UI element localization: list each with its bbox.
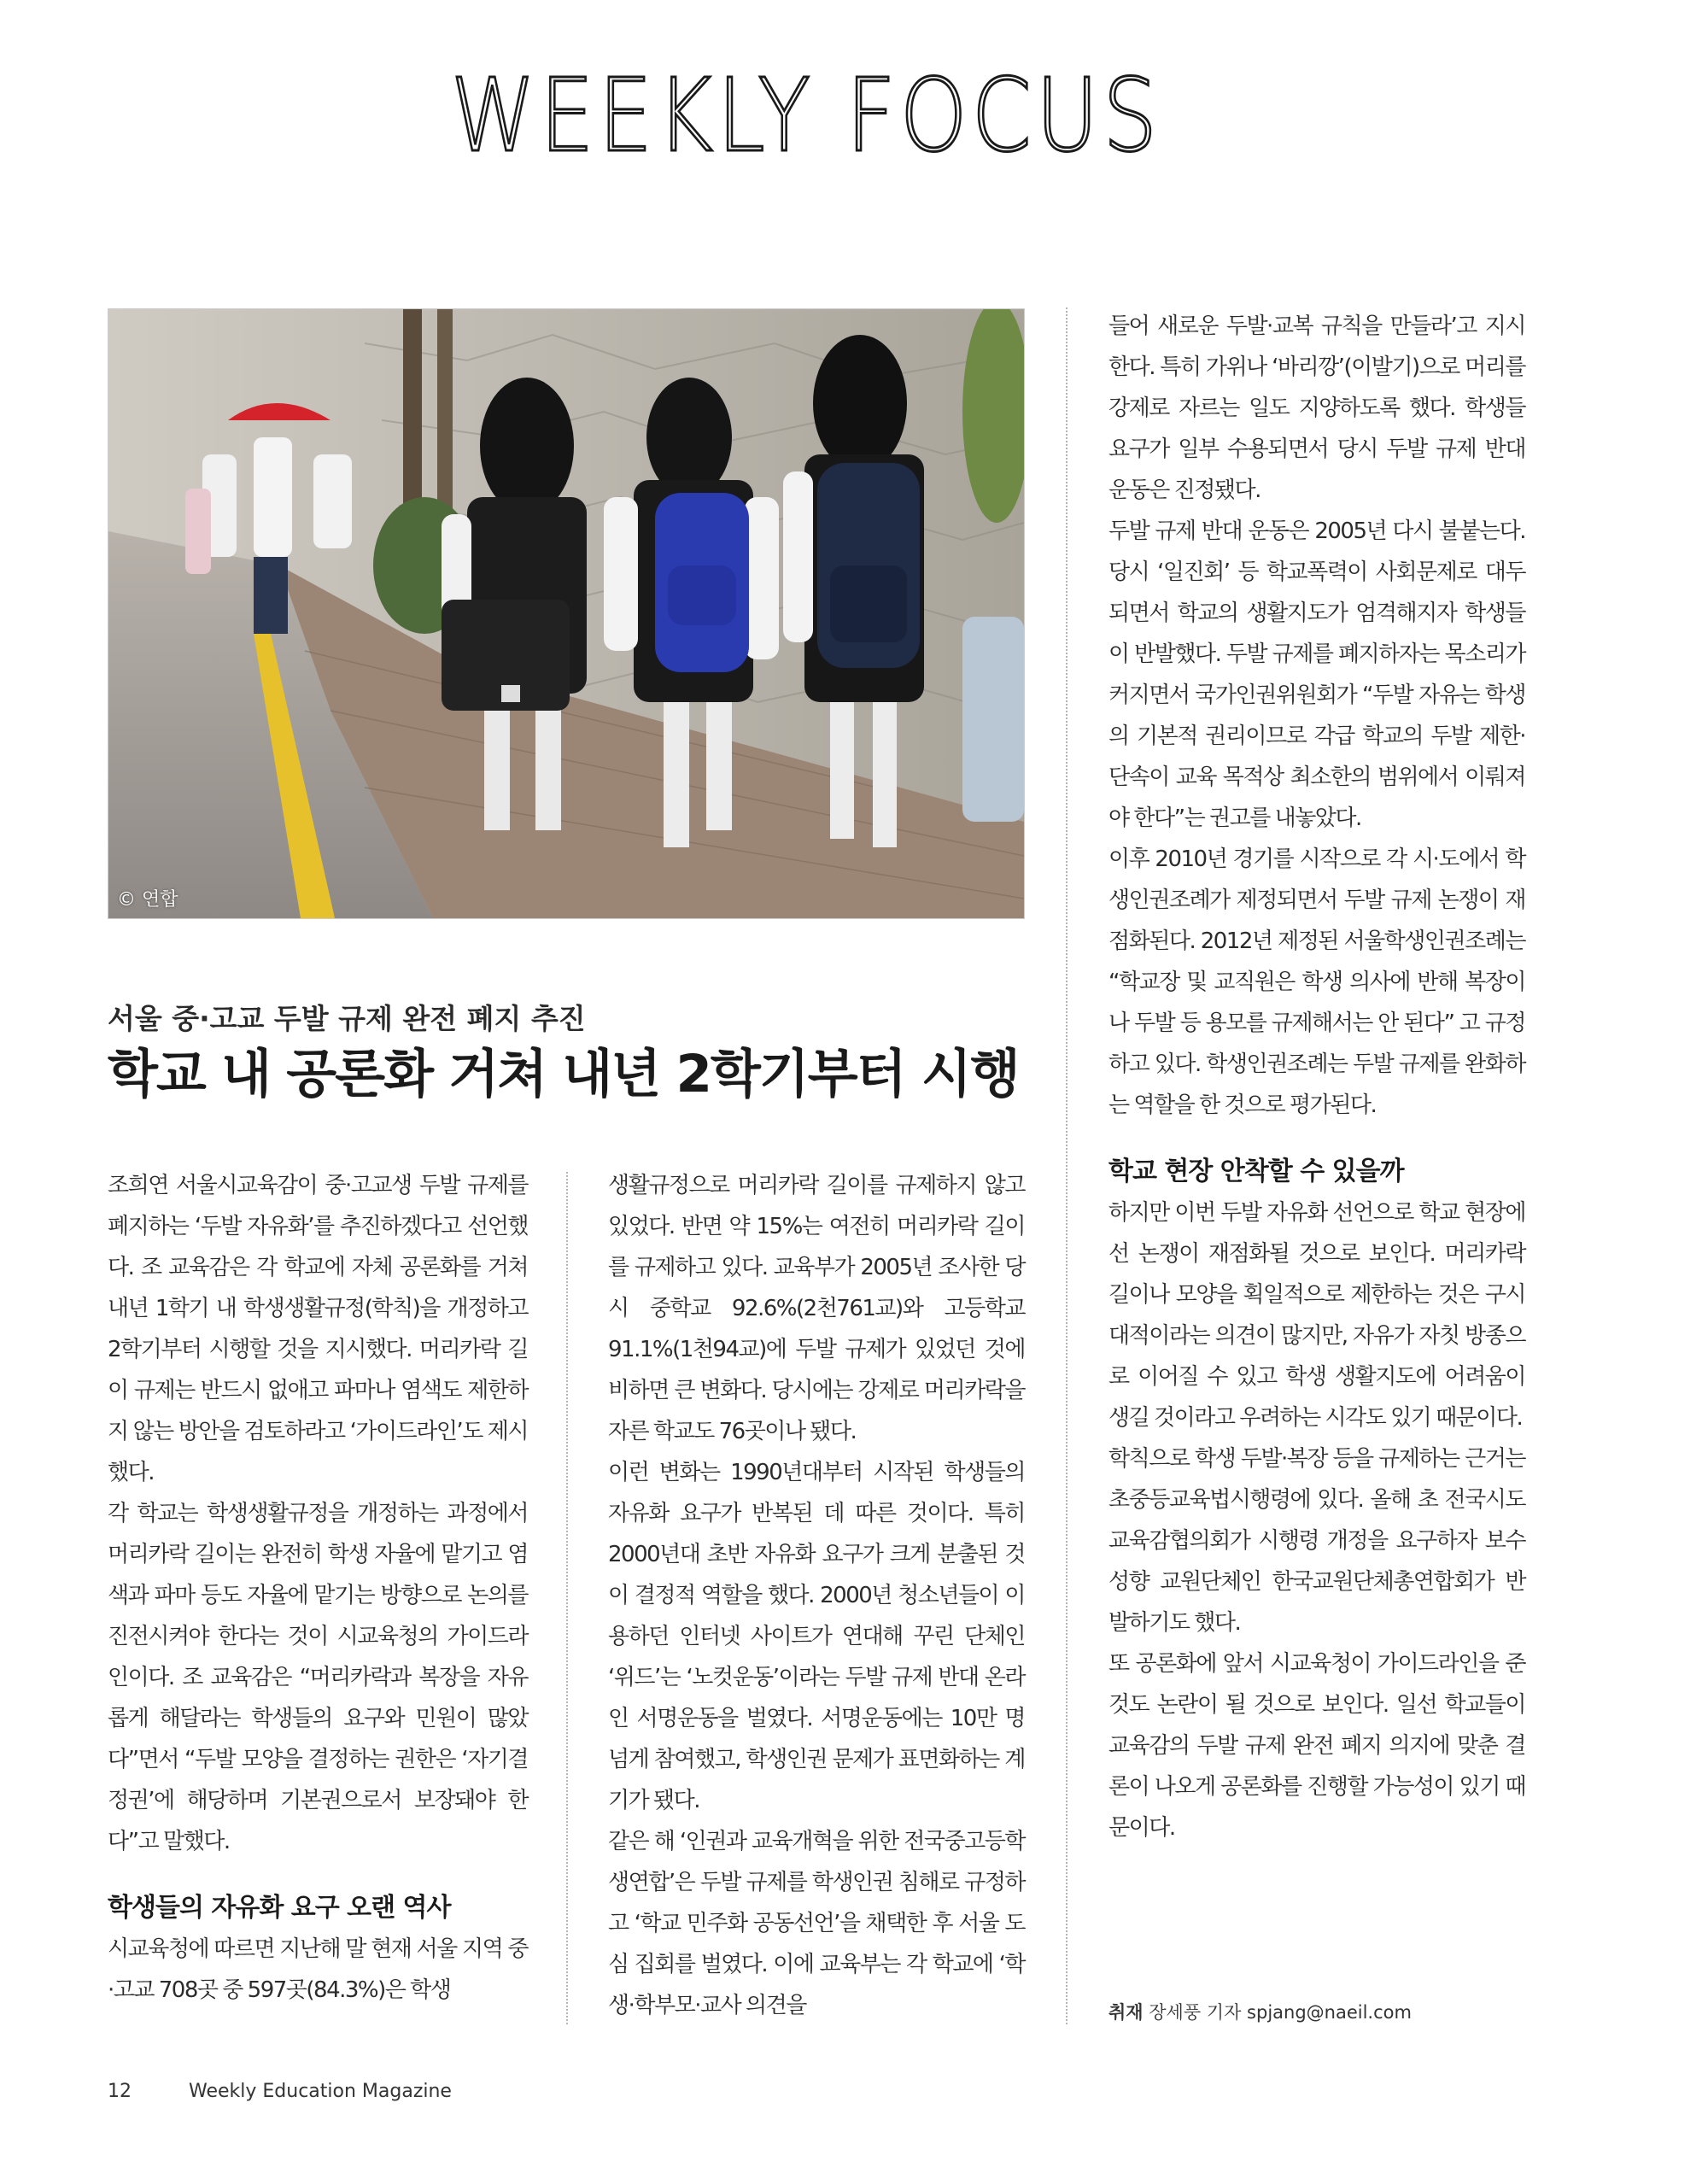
page-number: 12 xyxy=(108,2081,132,2102)
paragraph: 조희연 서울시교육감이 중·고교생 두발 규제를 폐지하는 ‘두발 자유화’를 추진하겠다고 선언했다. 조 교육감은 각 학교에 자체 공론화를 거쳐 내년 1학기 내 학생생활규정(학칙)을 개정하고 2학기부터 시행할 것을 지시했다. 머리카락 길이 규제는 반드시 없애고 파마나 염색도 제한하지 않는 방안을 검토하라고 ‘가이드라인’도 제시했다. xyxy=(108,1173,528,1485)
article-photo xyxy=(108,308,1025,919)
paragraph: 이런 변화는 1990년대부터 시작된 학생들의 자유화 요구가 반복된 데 따른 것이다. 특히 2000년대 초반 자유화 요구가 크게 분출된 것이 결정적 역할을 했다. 2000년 청소년들이 이용하던 인터넷 사이트가 연대해 꾸린 단체인 ‘위드’는 ‘노컷운동’이라는 두발 규제 반대 온라인 서명운동을 벌였다. 서명운동에는 10만 명 넘게 참여했고, 학생인권 문제가 표면화하는 계기가 됐다. xyxy=(608,1460,1025,1813)
paragraph: 이후 2010년 경기를 시작으로 각 시·도에서 학생인권조례가 제정되면서 두발 규제 논쟁이 재점화된다. 2012년 제정된 서울학생인권조례는 “학교장 및 교직원은 학생 의사에 반해 복장이나 두발 등 용모를 규제해서는 안 된다” 고 규정하고 있다. 학생인권조례는 두발 규제를 완화하는 역할을 한 것으로 평가된다. xyxy=(1108,846,1525,1118)
section-heading: 학생들의 자유화 요구 오랜 역사 xyxy=(108,1893,451,1923)
masthead-title: WEEKLY FOCUS xyxy=(450,56,1162,174)
paragraph: 생활규정으로 머리카락 길이를 규제하지 않고 있었다. 반면 약 15%는 여전히 머리카락 길이를 규제하고 있다. 교육부가 2005년 조사한 당시 중학교 92.6%(2천761교)와 고등학교 91.1%(1천94교)에 두발 규제가 있었던 것에 비하면 큰 변화다. 당시에는 강제로 머리카락을 자른 학교도 76곳이나 됐다. xyxy=(608,1173,1025,1444)
paragraph: 또 공론화에 앞서 시교육청이 가이드라인을 준 것도 논란이 될 것으로 보인다. 일선 학교들이 교육감의 두발 규제 완전 폐지 의지에 맞춘 결론이 나오게 공론화를 진행할 가능성이 있기 때문이다. xyxy=(1108,1651,1525,1841)
paragraph: 학칙으로 학생 두발·복장 등을 규제하는 근거는 초중등교육법시행령에 있다. 올해 초 전국시도교육감협의회가 시행령 개정을 요구하자 보수 성향 교원단체인 한국교원단체총연합회가 반발하기도 했다. xyxy=(1108,1446,1525,1636)
paragraph: 시교육청에 따르면 지난해 말 현재 서울 지역 중·고교 708곳 중 597곳(84.3%)은 학생 xyxy=(108,1936,528,2003)
column-divider xyxy=(1066,307,1068,2024)
article-column-1 xyxy=(108,1165,528,2011)
photo-students-walking xyxy=(108,309,1024,918)
byline xyxy=(1108,1999,1412,2024)
section-heading: 학교 현장 안착할 수 있을까 xyxy=(1108,1157,1404,1186)
paragraph: 같은 해 ‘인권과 교육개혁을 위한 전국중고등학생연합’은 두발 규제를 학생인권 침해로 규정하고 ‘학교 민주화 공동선언’을 채택한 후 서울 도심 집회를 벌였다. 이에 교육부는 각 학교에 ‘학생·학부모·교사 의견을 xyxy=(608,1829,1025,2018)
photo-credit: © 연합 xyxy=(117,889,178,911)
paragraph: 들어 새로운 두발·교복 규칙을 만들라’고 지시한다. 특히 가위나 ‘바리깡’(이발기)으로 머리를 강제로 자르는 일도 지양하도록 했다. 학생들 요구가 일부 수용되면서 당시 두발 규제 반대 운동은 진정됐다. xyxy=(1108,313,1525,503)
paragraph: 두발 규제 반대 운동은 2005년 다시 불붙는다. 당시 ‘일진회’ 등 학교폭력이 사회문제로 대두되면서 학교의 생활지도가 엄격해지자 학생들이 반발했다. 두발 규제를 폐지하자는 목소리가 커지면서 국가인권위원회가 “두발 자유는 학생의 기본적 권리이므로 각급 학교의 두발 제한·단속이 교육 목적상 최소한의 범위에서 이뤄져야 한다”는 권고를 내놓았다. xyxy=(1108,518,1525,831)
article-headline: 학교 내 공론화 거쳐 내년 2학기부터 시행 xyxy=(108,1044,1019,1104)
column-divider xyxy=(566,1172,568,2024)
article-column-2 xyxy=(608,1165,1025,2026)
paragraph: 하지만 이번 두발 자유화 선언으로 학교 현장에선 논쟁이 재점화될 것으로 보인다. 머리카락 길이나 모양을 획일적으로 제한하는 것은 구시대적이라는 의견이 많지만, 자유가 자칫 방종으로 이어질 수 있고 학생 생활지도에 어려움이 생길 것이라고 우려하는 시각도 있기 때문이다. xyxy=(1108,1200,1525,1431)
page-footer xyxy=(108,2081,452,2102)
magazine-name: Weekly Education Magazine xyxy=(189,2081,452,2102)
paragraph: 각 학교는 학생생활규정을 개정하는 과정에서 머리카락 길이는 완전히 학생 자율에 맡기고 염색과 파마 등도 자율에 맡기는 방향으로 논의를 진전시켜야 한다는 것이 시교육청의 가이드라인이다. 조 교육감은 “머리카락과 복장을 자유롭게 해달라는 학생들의 요구와 민원이 많았다”면서 “두발 모양을 결정하는 권한은 ‘자기결정권’에 해당하며 기본권으로서 보장돼야 한다”고 말했다. xyxy=(108,1501,528,1854)
article-kicker: 서울 중·고교 두발 규제 완전 폐지 추진 xyxy=(108,1002,586,1035)
byline-label: 취재 xyxy=(1108,2002,1144,2023)
byline-text: 장세풍 기자 spjang@naeil.com xyxy=(1149,2002,1412,2023)
article-column-3 xyxy=(1108,306,1525,1848)
